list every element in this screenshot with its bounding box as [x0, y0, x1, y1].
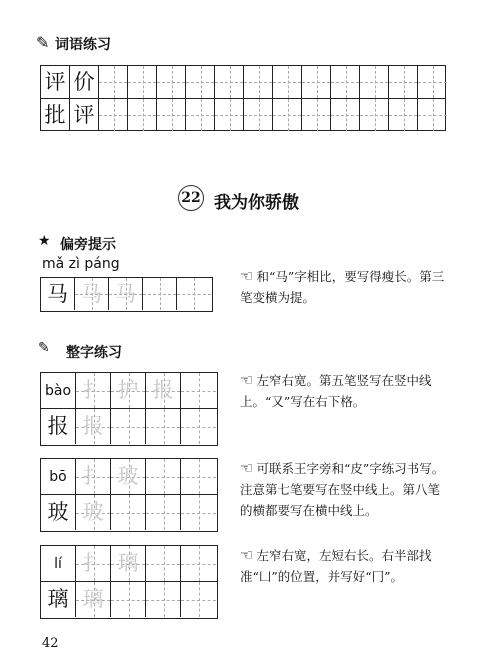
- lesson-title: 我为你骄傲: [214, 193, 299, 213]
- whole-char-trace: 玻: [117, 464, 139, 488]
- whole-char-trace: 璃: [117, 551, 139, 575]
- whole-char-trace: 玻: [82, 500, 104, 524]
- vocab-cell: [389, 99, 418, 131]
- vocab-cell: [128, 99, 157, 131]
- vocab-cell: [186, 66, 215, 98]
- vocab-cell: [215, 99, 244, 131]
- lesson-number-badge: 22: [178, 185, 204, 211]
- whole-char-pinyin: bō: [49, 468, 67, 485]
- vocab-cell: [41, 99, 70, 131]
- vocab-cell: [389, 66, 418, 98]
- whole-char-grid: [40, 372, 218, 446]
- vocab-char: 价: [73, 69, 95, 94]
- whole-char-cell: [111, 459, 146, 494]
- whole-char-cell: [181, 459, 216, 494]
- page-number: 42: [42, 636, 59, 651]
- vocab-cell: [418, 99, 447, 131]
- radical-trace: 马: [115, 281, 136, 306]
- whole-char-cell: [41, 459, 76, 494]
- whole-char-cell: [111, 495, 146, 530]
- vocab-section-title: 词语练习: [55, 37, 111, 53]
- whole-char-cell: [76, 582, 111, 617]
- pointing-hand-icon: ☜: [240, 267, 254, 285]
- pencil-icon: ✎: [38, 340, 50, 356]
- whole-section-title: 整字练习: [66, 345, 122, 361]
- vocab-char: 评: [73, 102, 95, 127]
- whole-char-cell: [181, 373, 216, 408]
- whole-char-trace: 护: [117, 378, 139, 402]
- radical-section-title: 偏旁提示: [60, 237, 116, 253]
- vocab-cell: [99, 66, 128, 98]
- vocab-cell: [128, 66, 157, 98]
- whole-char-cell: [181, 546, 216, 581]
- vocab-cell: [273, 99, 302, 131]
- vocab-cell: [273, 66, 302, 98]
- radical-cell: [177, 278, 211, 310]
- whole-char-cell: [146, 459, 181, 494]
- whole-char-pinyin: lí: [54, 555, 62, 572]
- whole-char-cell: [76, 546, 111, 581]
- vocab-cell: [302, 66, 331, 98]
- vocab-cell: [99, 99, 128, 131]
- whole-char-cell: [76, 409, 111, 444]
- whole-char-trace: 扌: [82, 551, 104, 575]
- whole-char-note: ☜ 左窄右宽。第五笔竖写在竖中线上。“又”写在右下格。: [240, 371, 432, 409]
- whole-char-trace: 扌: [82, 464, 104, 488]
- radical-cell: [143, 278, 177, 310]
- vocab-char: 评: [44, 69, 66, 94]
- whole-char-grid: [40, 458, 218, 532]
- whole-char-cell: [41, 373, 76, 408]
- whole-char-cell: [111, 409, 146, 444]
- vocab-cell: [331, 66, 360, 98]
- whole-char-cell: [76, 373, 111, 408]
- whole-char-cell: [146, 373, 181, 408]
- whole-char-grid: [40, 545, 218, 619]
- vocab-cell: [418, 66, 447, 98]
- whole-char-cell: [146, 546, 181, 581]
- radical-note: ☜ 和“马”字相比，要写得瘦长。第三笔变横为提。: [240, 267, 445, 305]
- vocab-cell: [157, 99, 186, 131]
- vocab-cell: [244, 66, 273, 98]
- vocab-cell: [360, 99, 389, 131]
- whole-char: 报: [47, 414, 69, 438]
- whole-char: 玻: [47, 500, 69, 524]
- radical-cell: [75, 278, 109, 310]
- whole-char-cell: [111, 546, 146, 581]
- radical-grid: [40, 277, 213, 312]
- whole-char-trace: 璃: [82, 587, 104, 611]
- whole-char-trace: 报: [82, 414, 104, 438]
- vocab-cell: [244, 99, 273, 131]
- vocab-cell: [70, 99, 99, 131]
- whole-char-cell: [111, 373, 146, 408]
- vocab-cell: [331, 99, 360, 131]
- whole-char-cell: [41, 409, 76, 444]
- whole-char-cell: [76, 495, 111, 530]
- whole-char-cell: [41, 546, 76, 581]
- whole-char-cell: [76, 459, 111, 494]
- radical-cell: [41, 278, 75, 310]
- whole-char-cell: [146, 582, 181, 617]
- pointing-hand-icon: ☜: [240, 459, 254, 477]
- vocab-cell: [186, 99, 215, 131]
- whole-char-note: ☜ 左窄右宽，左短右长。右半部找准“凵”的位置，并写好“冂”。: [240, 546, 432, 584]
- pointing-hand-icon: ☜: [240, 371, 254, 389]
- whole-char-cell: [146, 409, 181, 444]
- whole-char-note: ☜ 可联系王字旁和“皮”字练习书写。注意第七笔要写在竖中线上。第八笔的横都要写在横中线上。: [240, 459, 445, 518]
- vocab-cell: [360, 66, 389, 98]
- whole-char-cell: [181, 409, 216, 444]
- whole-char-cell: [41, 582, 76, 617]
- whole-char-cell: [181, 582, 216, 617]
- vocab-cell: [41, 66, 70, 98]
- whole-char: 璃: [47, 587, 69, 611]
- whole-char-cell: [41, 495, 76, 530]
- vocab-char: 批: [44, 102, 66, 127]
- radical-char: 马: [47, 281, 68, 306]
- radical-pinyin: mǎ zì páng: [42, 256, 120, 272]
- radical-cell: [109, 278, 143, 310]
- whole-char-cell: [146, 495, 181, 530]
- vocab-grid: [40, 65, 446, 131]
- whole-char-trace: 扌: [82, 378, 104, 402]
- pointing-hand-icon: ☜: [240, 546, 254, 564]
- vocab-cell: [215, 66, 244, 98]
- radical-trace: 马: [81, 281, 102, 306]
- star-icon: ★: [38, 233, 51, 249]
- vocab-cell: [302, 99, 331, 131]
- whole-char-cell: [111, 582, 146, 617]
- vocab-cell: [70, 66, 99, 98]
- whole-char-trace: 报: [152, 378, 174, 402]
- vocab-cell: [157, 66, 186, 98]
- whole-char-cell: [181, 495, 216, 530]
- pencil-icon: ✎: [36, 33, 50, 52]
- whole-char-pinyin: bào: [44, 382, 72, 399]
